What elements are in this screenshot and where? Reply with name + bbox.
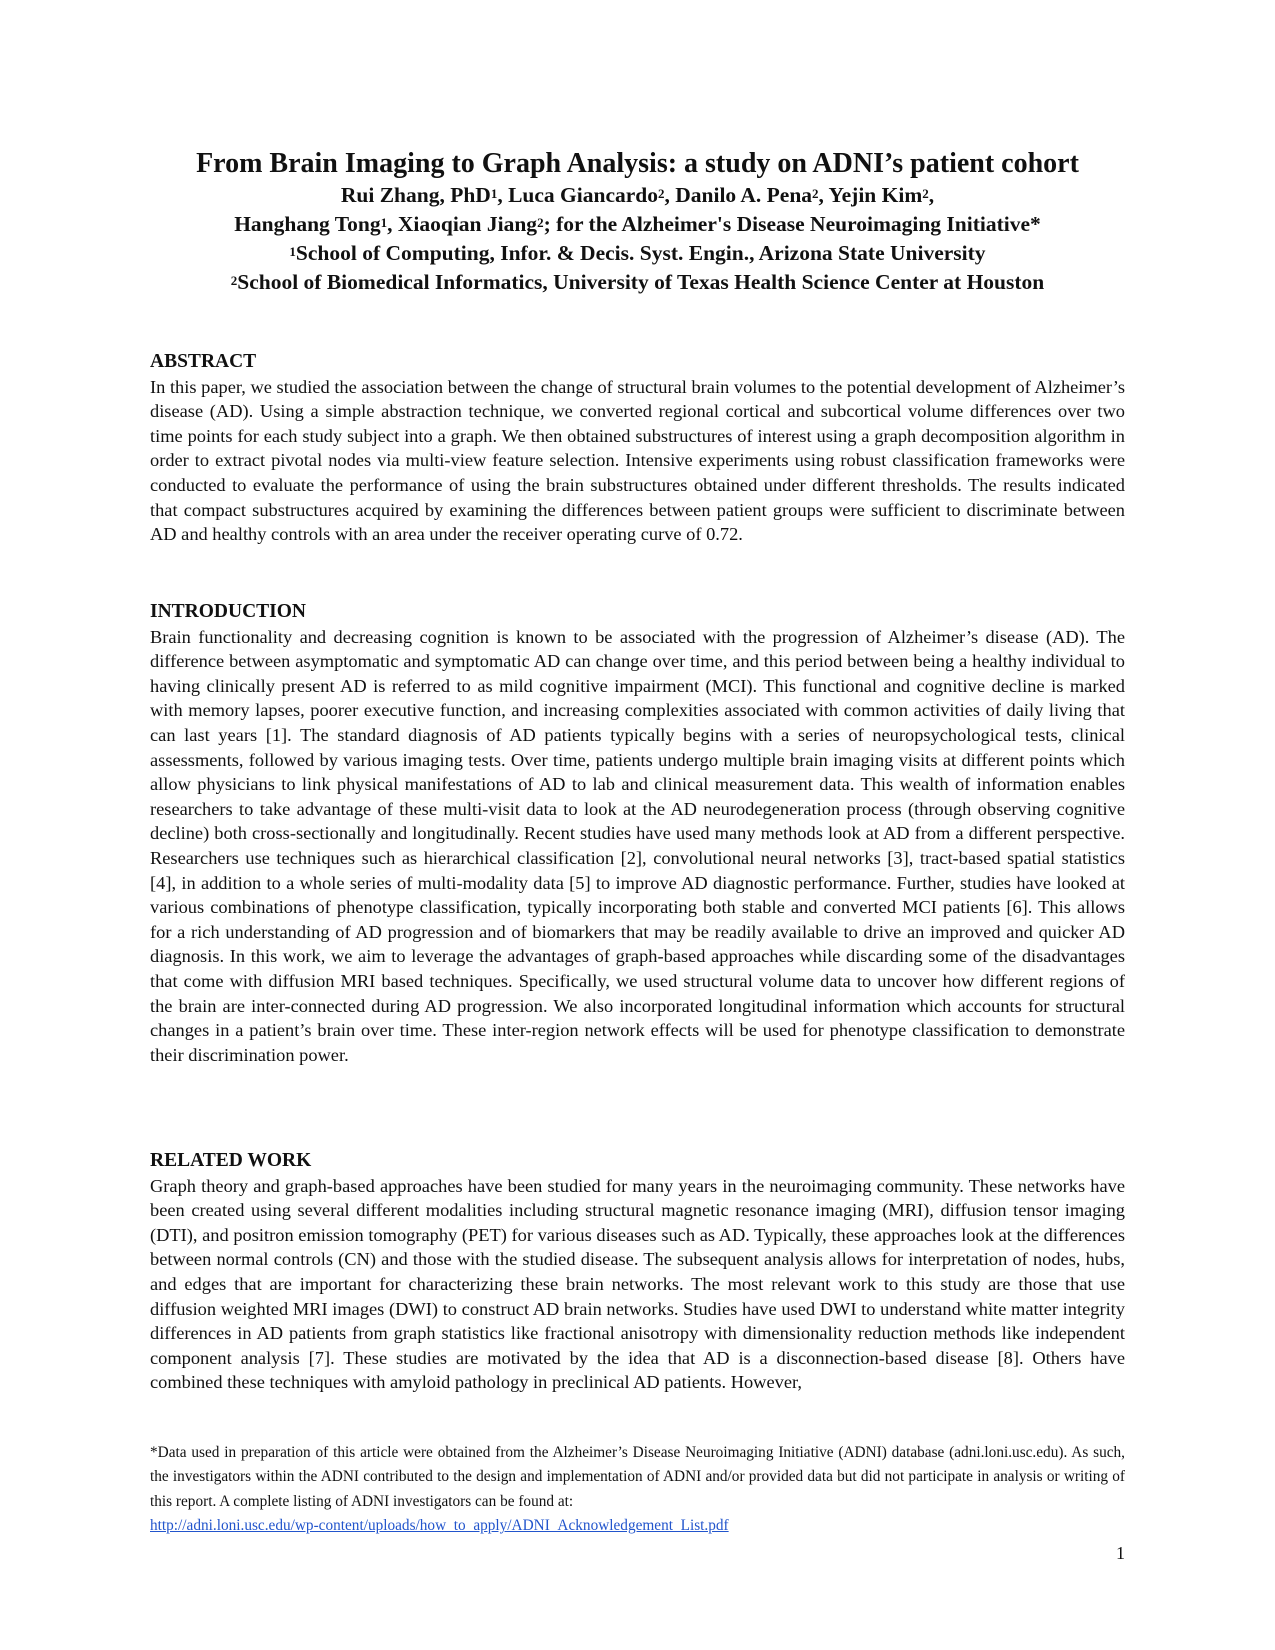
section-heading: RELATED WORK	[150, 1150, 312, 1171]
related-work-section	[150, 1149, 1125, 1395]
author-affiliation-mark: 2	[812, 186, 819, 201]
section-heading: INTRODUCTION	[150, 601, 307, 622]
author-line-1	[140, 181, 1135, 210]
author-separator: ,	[387, 212, 398, 236]
affiliation-mark: 1	[289, 244, 296, 259]
affiliation-text: School of Biomedical Informatics, University of Texas Health Science Center at Houston	[237, 270, 1045, 294]
abstract-section	[150, 350, 1125, 547]
author-consortium: ; for the Alzheimer's Disease Neuroimaging Initiative*	[543, 212, 1041, 236]
author-separator: ,	[928, 183, 935, 207]
author-name: Hanghang Tong	[234, 212, 381, 236]
introduction-section	[150, 600, 1125, 1067]
affiliation-mark: 2	[230, 273, 238, 288]
author-name: Rui Zhang, PhD	[340, 183, 491, 207]
footnote	[150, 1441, 1125, 1539]
author-separator: ,	[664, 183, 676, 207]
section-heading: ABSTRACT	[150, 351, 257, 372]
abstract-body: In this paper, we studied the association between the change of structural brain volumes to the potential development of Alzheimer’s disease (AD). Using a simple abstraction technique, we converted regional cortical and subcortical volume differences over two time points for each study subject into a graph. We then obtained substructures of interest using a graph decomposition algorithm in order to extract pivotal nodes via multi-view feature selection. Intensive experiments using robust classification frameworks were conducted to evaluate the performance of using the brain substructures obtained under different thresholds. The results indicated that compact substructures acquired by examining the differences between patient groups were sufficient to discriminate between AD and healthy controls with an area under the receiver operating curve of 0.72.	[150, 376, 1125, 545]
affiliation-1	[140, 239, 1135, 268]
author-affiliation-mark: 2	[537, 215, 544, 230]
footnote-text: *Data used in preparation of this article were obtained from the Alzheimer’s Disease Neuroimaging Initiative (ADNI) database (adni.loni.usc.edu). As such, the investigators within the ADNI contributed to the design and implementation of ADNI and/or provided data but did not participate in analysis or writing of this report. A complete listing of ADNI investigators can be found at:	[150, 1444, 1125, 1510]
author-name: Luca Giancardo	[508, 183, 658, 207]
author-affiliation-mark: 2	[922, 186, 929, 201]
related-work-body: Graph theory and graph-based approaches have been studied for many years in the neuroimaging community. These networks have been created using several different modalities including structural magnetic resonance imaging (MRI), diffusion tensor imaging (DTI), and positron emission tomography (PET) for various diseases such as AD. Typically, these approaches look at the differences between normal controls (CN) and those with the studied disease. The subsequent analysis allows for interpretation of nodes, hubs, and edges that are important for characterizing these brain networks. The most relevant work to this study are those that use diffusion weighted MRI images (DWI) to construct AD brain networks. Studies have used DWI to understand white matter integrity differences in AD patients from graph statistics like fractional anisotropy with dimensionality reduction methods like independent component analysis [7]. These studies are motivated by the idea that AD is a disconnection-based disease [8]. Others have combined these techniques with amyloid pathology in preclinical AD patients. However,	[150, 1175, 1125, 1393]
page-number: 1	[1116, 1543, 1125, 1563]
acknowledgement-list-link[interactable]: http://adni.loni.usc.edu/wp-content/uploads/how_to_apply/ADNI_Acknowledgement_List.pdf	[150, 1517, 729, 1535]
author-separator: ,	[497, 183, 509, 207]
affiliation-text: School of Computing, Infor. & Decis. Syst. Engin., Arizona State University	[295, 241, 986, 265]
author-affiliation-mark: 1	[380, 215, 388, 230]
title-block	[140, 147, 1135, 297]
author-affiliation-mark: 1	[490, 186, 498, 201]
author-affiliation-mark: 2	[658, 186, 665, 201]
affiliation-2	[140, 268, 1135, 297]
author-name: Danilo A. Pena	[675, 183, 813, 207]
author-name: Yejin Kim	[828, 183, 923, 207]
author-name: Xiaoqian Jiang	[397, 212, 538, 236]
paper-title: From Brain Imaging to Graph Analysis: a study on ADNI’s patient cohort	[196, 148, 1079, 179]
author-separator: ,	[818, 183, 829, 207]
author-line-2	[140, 210, 1135, 239]
introduction-body: Brain functionality and decreasing cognition is known to be associated with the progression of Alzheimer’s disease (AD). The difference between asymptomatic and symptomatic AD can change over time, and this period between being a healthy individual to having clinically present AD is referred to as mild cognitive impairment (MCI). This functional and cognitive decline is marked with memory lapses, poorer executive function, and increasing complexities associated with common activities of daily living that can last years [1]. The standard diagnosis of AD patients typically begins with a series of neuropsychological tests, clinical assessments, followed by various imaging tests. Over time, patients undergo multiple brain imaging visits at different points which allow physicians to link physical manifestations of AD to lab and clinical measurement data. This wealth of information enables researchers to take advantage of these multi-visit data to look at the AD neurodegeneration process (through observing cognitive decline) both cross-sectionally and longitudinally. Recent studies have used many methods look at AD from a different perspective. Researchers use techniques such as hierarchical classification [2], convolutional neural networks [3], tract-based spatial statistics [4], in addition to a whole series of multi-modality data [5] to improve AD diagnostic performance. Further, studies have looked at various combinations of phenotype classification, typically incorporating both stable and converted MCI patients [6]. This allows for a rich understanding of AD progression and of biomarkers that may be readily available to drive an improved and quicker AD diagnosis. In this work, we aim to leverage the advantages of graph-based approaches while discarding some of the disadvantages that come with diffusion MRI based techniques. Specifically, we used structural volume data to uncover how different regions of the brain are inter-connected during AD progression. We also incorporated longitudinal information which accounts for structural changes in a patient’s brain over time. These inter-region network effects will be used for phenotype classification to demonstrate their discrimination power.	[150, 626, 1125, 1065]
